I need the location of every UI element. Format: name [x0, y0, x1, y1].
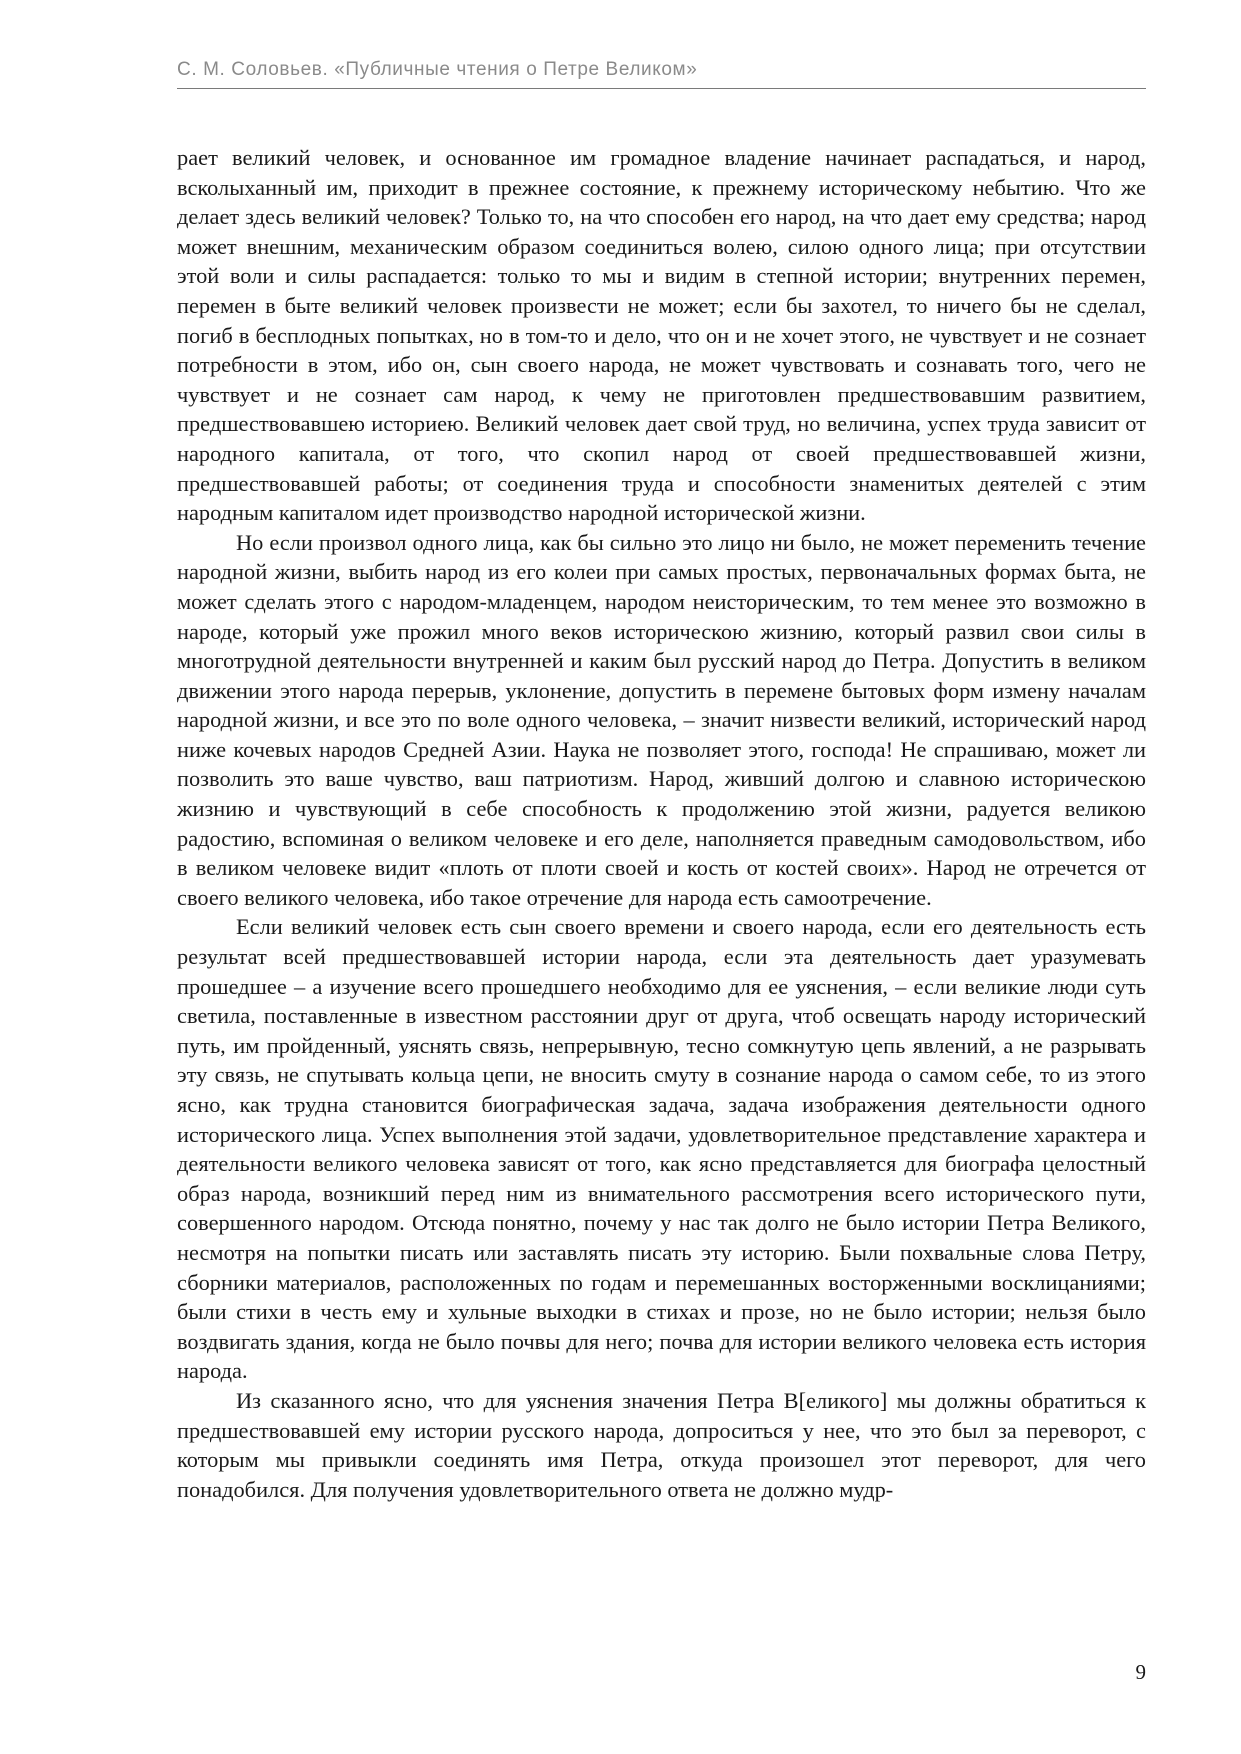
paragraph: Но если произвол одного лица, как бы сильно это лицо ни было, не может переменить течение народной жизни, выбить народ из его колеи при самых простых, первоначальных формах быта, не может сделать этого с народом-младенцем, народом неисторическим, то тем менее это возможно в народе, который уже прожил много веков историческою жизнию, который развил свои силы в многотрудной деятельности внутренней и каким был русский народ до Петра. Допустить в великом движении этого народа перерыв, уклонение, допустить в перемене бытовых форм измену началам народной жизни, и все это по воле одного человека, – значит низвести великий, исторический народ ниже кочевых народов Средней Азии. Наука не позволяет этого, господа! Не спрашиваю, может ли позволить это ваше чувство, ваш патриотизм. Народ, живший долгою и славною историческою жизнию и чувствующий в себе способность к продолжению этой жизни, радуется великою радостию, вспоминая о великом человеке и его деле, наполняется праведным самодовольством, ибо в великом человеке видит «плоть от плоти своей и кость от костей своих». Народ не отречется от своего великого человека, ибо такое отречение для народа есть самоотречение. — [177, 529, 1146, 910]
body-text — [177, 143, 1146, 1504]
header-rule — [177, 88, 1146, 89]
paragraph-continuation: рает великий человек, и основанное им громадное владение начинает распадаться, и народ, всколыханный им, приходит в прежнее состояние, к прежнему историческому небытию. Что же делает здесь великий человек? Только то, на что способен его народ, на что дает ему средства; народ может внешним, механическим образом соединиться волею, силою одного лица; при отсутствии этой воли и силы распадается: только то мы и видим в степной истории; внутренних перемен, перемен в быте великий человек произвести не может; если бы захотел, то ничего бы не сделал, погиб в бесплодных попытках, но в том-то и дело, что он и не хочет этого, не чувствует и не сознает потребности в этом, ибо он, сын своего народа, не может чувствовать и сознавать того, чего не чувствует и не сознает сам народ, к чему не приготовлен предшествовавшим развитием, предшествовавшею историею. Великий человек дает свой труд, но величина, успех труда зависит от народного капитала, от того, что скопил народ от своей предшествовавшей жизни, предшествовавшей работы; от соединения труда и способности знаменитых деятелей с этим народным капиталом идет производство народной исторической жизни. — [177, 145, 1146, 526]
page-number: 9 — [1135, 1660, 1146, 1684]
paragraph: Из сказанного ясно, что для уяснения значения Петра В[еликого] мы должны обратиться к предшествовавшей ему истории русского народа, допроситься у нее, что это был за переворот, с которым мы привыкли соединять имя Петра, откуда произошел этот переворот, для чего понадобился. Для получения удовлетворительного ответа не должно мудр- — [177, 1387, 1146, 1502]
paragraph: Если великий человек есть сын своего времени и своего народа, если его деятельность есть результат всей предшествовавшей истории народа, если эта деятельность дает уразумевать прошедшее – а изучение всего прошедшего необходимо для ее уяснения, – если великие люди суть светила, поставленные в известном расстоянии друг от друга, чтоб освещать народу исторический путь, им пройденный, уяснять связь, непрерывную, тесно сомкнутую цепь явлений, а не разрывать эту связь, не спутывать кольца цепи, не вносить смуту в сознание народа о самом себе, то из этого ясно, как трудна становится биографическая задача, задача изображения деятельности одного исторического лица. Успех выполнения этой задачи, удовлетворительное представление характера и деятельности великого человека зависят от того, как ясно представляется для биографа целостный образ народа, возникший перед ним из внимательного рассмотрения всего исторического пути, совершенного народом. Отсюда понятно, почему у нас так долго не было истории Петра Великого, несмотря на попытки писать или заставлять писать эту историю. Были похвальные слова Петру, сборники материалов, расположенных по годам и перемешанных восторженными восклицаниями; были стихи в честь ему и хульные выходки в стихах и прозе, но не было истории; нельзя было воздвигать здания, когда не было почвы для него; почва для истории великого человека есть история народа. — [177, 914, 1146, 1384]
running-header: С. М. Соловьев. «Публичные чтения о Петре Великом» — [177, 59, 698, 80]
